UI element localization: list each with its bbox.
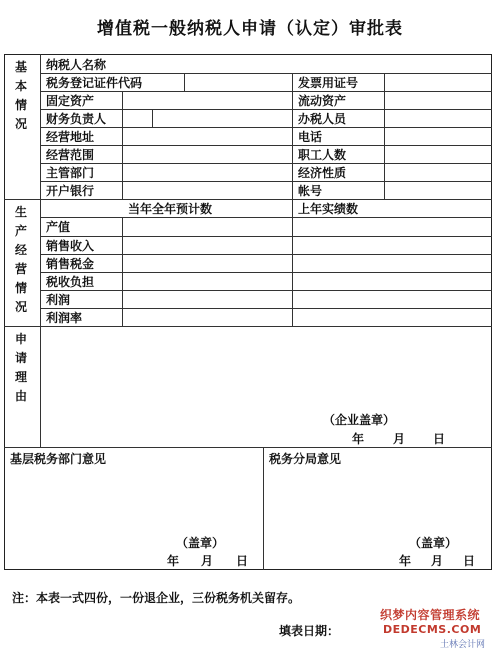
grid-line: [40, 145, 492, 146]
grid-line: [40, 181, 492, 182]
label-tax-reg-code: 税务登记证件代码: [46, 76, 143, 90]
fill-date-label: 填表日期：: [279, 624, 340, 638]
watermark-subtitle: 土林会计网: [440, 640, 486, 650]
local-year-label: 年: [167, 554, 180, 568]
label-business-address: 经营地址: [46, 130, 95, 144]
label-taxpayer-name: 纳税人名称: [46, 58, 107, 72]
branch-year-label: 年: [399, 554, 412, 568]
grid-line: [40, 54, 41, 447]
label-account-no: 帐号: [298, 184, 323, 198]
branch-day-label: 日: [463, 554, 476, 568]
label-invoice-cert-no: 发票用证号: [298, 76, 359, 90]
branch-bureau-opinion-label: 税务分局意见: [269, 452, 342, 466]
grid-line: [40, 272, 492, 273]
apply-month-label: 月: [393, 432, 406, 446]
form-title: 增值税一般纳税人申请（认定）审批表: [97, 19, 403, 39]
grid-line: [40, 254, 492, 255]
grid-line: [384, 73, 385, 199]
label-economic-nature: 经济性质: [298, 166, 347, 180]
label-staff-count: 职工人数: [298, 148, 347, 162]
label-supervising-dept: 主管部门: [46, 166, 95, 180]
label-business-scope: 经营范围: [46, 148, 95, 162]
label-tax-handler: 办税人员: [298, 112, 347, 126]
watermark-site: DEDECMS.COM: [383, 623, 482, 636]
grid-line: [40, 109, 492, 110]
section-production-label: 生产经营情况: [14, 205, 27, 314]
local-month-label: 月: [201, 554, 214, 568]
label-finance-manager: 财务负责人: [46, 112, 107, 126]
footer-note: 注：本表一式四份，一份退企业，三份税务机关留存。: [12, 591, 301, 605]
row-label-sales-revenue: 销售收入: [46, 239, 95, 253]
col-header-plan: 当年全年预计数: [128, 202, 213, 216]
grid-line: [122, 91, 123, 199]
grid-line: [40, 163, 492, 164]
apply-year-label: 年: [352, 432, 365, 446]
apply-day-label: 日: [433, 432, 446, 446]
grid-line: [122, 217, 123, 326]
grid-line: [40, 217, 492, 218]
section-apply-label: 申请理由: [14, 332, 27, 403]
company-seal-label: （企业盖章）: [323, 413, 396, 427]
watermark-title: 织梦内容管理系统: [380, 608, 481, 622]
label-bank: 开户银行: [46, 184, 95, 198]
grid-line: [4, 326, 492, 327]
grid-line: [4, 447, 492, 448]
grid-line: [40, 236, 492, 237]
grid-line: [292, 199, 293, 326]
grid-line: [263, 447, 264, 570]
branch-month-label: 月: [431, 554, 444, 568]
grid-line: [4, 199, 492, 200]
label-fixed-assets: 固定资产: [46, 94, 95, 108]
grid-line: [40, 73, 492, 74]
grid-line: [40, 308, 492, 309]
section-basic-label: 基本情况: [14, 60, 27, 131]
grid-line: [40, 91, 492, 92]
grid-line: [184, 73, 185, 91]
row-label-sales-tax: 销售税金: [46, 257, 95, 271]
col-header-actual: 上年实绩数: [298, 202, 359, 216]
row-label-output: 产值: [46, 220, 71, 234]
row-label-tax-burden: 税收负担: [46, 275, 95, 289]
row-label-profit-rate: 利润率: [46, 311, 83, 325]
row-label-profit: 利润: [46, 293, 71, 307]
grid-line: [152, 109, 153, 127]
local-seal-label: （盖章）: [176, 536, 225, 550]
label-current-assets: 流动资产: [298, 94, 347, 108]
grid-line: [40, 127, 492, 128]
grid-line: [292, 73, 293, 199]
local-bureau-opinion-label: 基层税务部门意见: [10, 452, 107, 466]
branch-seal-label: （盖章）: [409, 536, 458, 550]
local-day-label: 日: [236, 554, 249, 568]
label-phone: 电话: [298, 130, 323, 144]
grid-line: [40, 290, 492, 291]
